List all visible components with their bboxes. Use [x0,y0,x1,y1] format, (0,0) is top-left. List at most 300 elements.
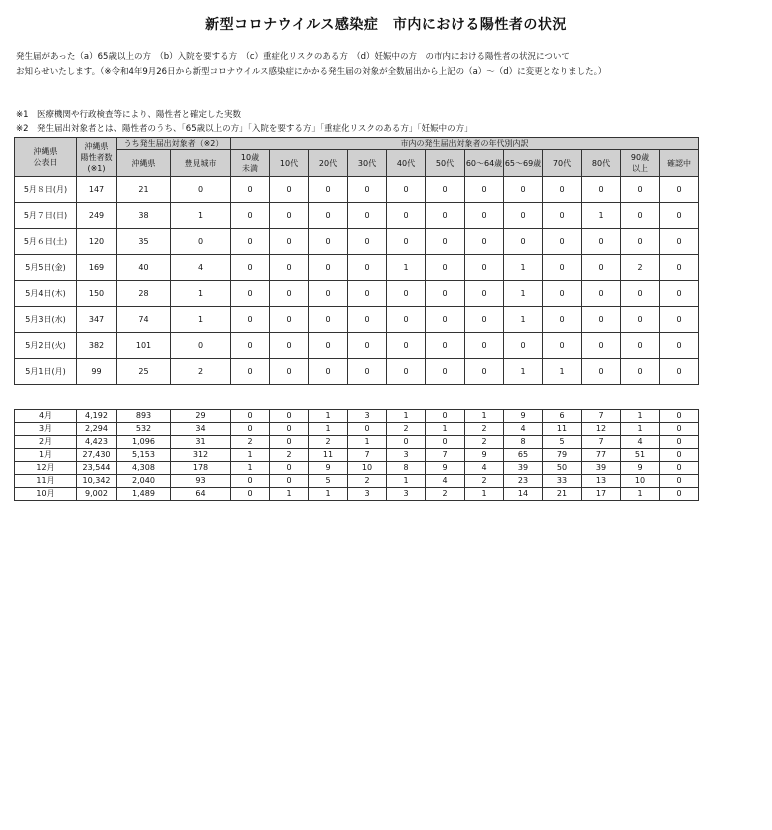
value-cell: 9 [504,410,543,423]
value-cell: 0 [660,203,699,229]
header-text: 未満 [242,164,258,173]
value-cell: 178 [171,462,231,475]
value-cell: 29 [171,410,231,423]
value-cell: 0 [270,462,309,475]
value-cell: 1 [171,307,231,333]
value-cell: 0 [348,203,387,229]
table-row [15,177,699,203]
value-cell: 0 [660,333,699,359]
value-cell: 4,192 [77,410,117,423]
value-cell: 4 [621,436,660,449]
value-cell: 0 [387,307,426,333]
value-cell: 12 [582,423,621,436]
value-cell: 1 [171,281,231,307]
value-cell: 1 [621,410,660,423]
header-age [621,150,660,177]
value-cell: 0 [426,177,465,203]
value-cell: 4,308 [117,462,171,475]
value-cell: 4 [465,462,504,475]
header-text: 公表日 [33,158,58,167]
header-text: 70代 [552,158,572,168]
value-cell: 0 [621,281,660,307]
value-cell: 0 [270,436,309,449]
row-label-cell: 5月７日(日) [15,203,77,229]
value-cell: 21 [543,488,582,501]
header-age [582,150,621,177]
value-cell: 0 [465,229,504,255]
value-cell: 28 [117,281,171,307]
value-cell: 0 [582,229,621,255]
value-cell: 8 [387,462,426,475]
value-cell: 0 [231,177,270,203]
value-cell: 0 [348,333,387,359]
value-cell: 0 [348,177,387,203]
value-cell: 2 [348,475,387,488]
monthly-table-body [15,410,699,501]
value-cell: 1 [621,488,660,501]
value-cell: 1 [465,488,504,501]
table-row [15,462,699,475]
value-cell: 1 [504,359,543,385]
header-text: 65～69歳 [504,158,542,168]
header-age [465,150,504,177]
value-cell: 312 [171,449,231,462]
value-cell: 1,489 [117,488,171,501]
value-cell: 169 [77,255,117,281]
value-cell: 0 [270,177,309,203]
value-cell: 0 [465,359,504,385]
value-cell: 2,040 [117,475,171,488]
value-cell: 0 [660,462,699,475]
value-cell: 0 [621,359,660,385]
value-cell: 35 [117,229,171,255]
value-cell: 0 [309,281,348,307]
value-cell: 13 [582,475,621,488]
value-cell: 9 [309,462,348,475]
value-cell: 7 [582,436,621,449]
value-cell: 0 [309,307,348,333]
value-cell: 532 [117,423,171,436]
value-cell: 77 [582,449,621,462]
value-cell: 51 [621,449,660,462]
header-text: 確認中 [667,158,691,168]
value-cell: 0 [543,333,582,359]
value-cell: 0 [660,449,699,462]
value-cell: 0 [660,488,699,501]
value-cell: 5 [309,475,348,488]
value-cell: 0 [660,423,699,436]
value-cell: 0 [660,359,699,385]
value-cell: 3 [348,488,387,501]
value-cell: 0 [621,333,660,359]
value-cell: 21 [117,177,171,203]
value-cell: 0 [309,359,348,385]
value-cell: 0 [426,229,465,255]
value-cell: 14 [504,488,543,501]
value-cell: 1 [231,449,270,462]
value-cell: 0 [387,436,426,449]
row-label-cell: 5月5日(金) [15,255,77,281]
header-age [231,150,270,177]
header-okinawa: 沖縄県 [117,150,171,177]
value-cell: 0 [231,281,270,307]
row-label-cell: 3月 [15,423,77,436]
value-cell: 2 [231,436,270,449]
value-cell: 5,153 [117,449,171,462]
value-cell: 6 [543,410,582,423]
value-cell: 0 [543,229,582,255]
header-text: 80代 [591,158,611,168]
value-cell: 0 [426,203,465,229]
value-cell: 0 [270,359,309,385]
value-cell: 0 [465,255,504,281]
value-cell: 0 [426,359,465,385]
value-cell: 0 [309,177,348,203]
value-cell: 0 [504,177,543,203]
daily-table-body [15,177,699,385]
value-cell: 0 [348,423,387,436]
value-cell: 79 [543,449,582,462]
row-label-cell: 12月 [15,462,77,475]
value-cell: 0 [582,255,621,281]
value-cell: 34 [171,423,231,436]
header-age-group: 市内の発生届出対象者の年代別内訳 [231,138,699,150]
value-cell: 0 [660,475,699,488]
value-cell: 0 [270,475,309,488]
header-age [387,150,426,177]
header-text: 10代 [279,158,299,168]
value-cell: 0 [621,307,660,333]
value-cell: 0 [504,333,543,359]
value-cell: 0 [582,177,621,203]
value-cell: 10 [348,462,387,475]
table-row [15,488,699,501]
value-cell: 17 [582,488,621,501]
value-cell: 1 [231,462,270,475]
value-cell: 38 [117,203,171,229]
row-label-cell: 5月８日(月) [15,177,77,203]
value-cell: 0 [309,255,348,281]
value-cell: 0 [270,333,309,359]
value-cell: 0 [660,436,699,449]
value-cell: 1 [387,475,426,488]
value-cell: 2 [465,475,504,488]
value-cell: 0 [582,307,621,333]
value-cell: 2 [270,449,309,462]
value-cell: 1 [426,423,465,436]
value-cell: 0 [504,203,543,229]
table-row [15,203,699,229]
value-cell: 0 [270,281,309,307]
value-cell: 0 [465,203,504,229]
value-cell: 3 [387,488,426,501]
value-cell: 4 [426,475,465,488]
header-age [348,150,387,177]
value-cell: 0 [582,281,621,307]
value-cell: 0 [231,203,270,229]
value-cell: 0 [543,307,582,333]
value-cell: 2 [465,436,504,449]
value-cell: 0 [426,436,465,449]
value-cell: 39 [504,462,543,475]
value-cell: 0 [309,229,348,255]
value-cell: 40 [117,255,171,281]
value-cell: 0 [231,475,270,488]
value-cell: 7 [426,449,465,462]
table-row [15,449,699,462]
value-cell: 0 [387,359,426,385]
header-text: 沖縄県 [84,141,109,151]
value-cell: 0 [543,203,582,229]
value-cell: 3 [348,410,387,423]
header-text: (※1) [87,163,106,173]
value-cell: 9 [621,462,660,475]
header-text: 沖縄県 [33,147,58,156]
value-cell: 10,342 [77,475,117,488]
value-cell: 2 [426,488,465,501]
value-cell: 0 [348,307,387,333]
row-label-cell: 2月 [15,436,77,449]
table-row [15,281,699,307]
table-row [15,359,699,385]
value-cell: 74 [117,307,171,333]
table-row [15,307,699,333]
value-cell: 0 [504,229,543,255]
value-cell: 0 [465,281,504,307]
value-cell: 1 [504,307,543,333]
value-cell: 0 [231,333,270,359]
header-date [15,138,77,177]
value-cell: 0 [348,255,387,281]
daily-table [14,137,699,385]
row-label-cell: 5月2日(火) [15,333,77,359]
value-cell: 0 [270,423,309,436]
value-cell: 1 [621,423,660,436]
value-cell: 3 [387,449,426,462]
value-cell: 0 [426,410,465,423]
value-cell: 1 [387,410,426,423]
table-row [15,423,699,436]
header-text: 20代 [318,158,338,168]
row-label-cell: 4月 [15,410,77,423]
value-cell: 0 [387,177,426,203]
value-cell: 1 [309,488,348,501]
header-tomigusuku: 豊見城市 [171,150,231,177]
value-cell: 0 [582,359,621,385]
row-label-cell: 11月 [15,475,77,488]
value-cell: 0 [171,333,231,359]
table-row [15,475,699,488]
value-cell: 7 [582,410,621,423]
value-cell: 0 [270,229,309,255]
value-cell: 0 [270,307,309,333]
row-label-cell: 1月 [15,449,77,462]
table-row [15,255,699,281]
value-cell: 23,544 [77,462,117,475]
header-text: 90歳 [630,153,650,162]
value-cell: 1 [504,255,543,281]
header-text: 10歳 [240,153,260,162]
value-cell: 249 [77,203,117,229]
intro-text [16,50,606,80]
value-cell: 0 [660,281,699,307]
value-cell: 147 [77,177,117,203]
header-age [660,150,699,177]
monthly-table [14,409,699,501]
value-cell: 0 [465,307,504,333]
value-cell: 5 [543,436,582,449]
value-cell: 1 [348,436,387,449]
notes [16,108,473,136]
value-cell: 120 [77,229,117,255]
value-cell: 1,096 [117,436,171,449]
value-cell: 0 [309,203,348,229]
value-cell: 0 [231,307,270,333]
value-cell: 39 [582,462,621,475]
value-cell: 2,294 [77,423,117,436]
value-cell: 27,430 [77,449,117,462]
value-cell: 0 [231,255,270,281]
value-cell: 0 [621,203,660,229]
value-cell: 0 [387,281,426,307]
header-text: 50代 [435,158,455,168]
value-cell: 0 [348,229,387,255]
value-cell: 7 [348,449,387,462]
value-cell: 50 [543,462,582,475]
value-cell: 101 [117,333,171,359]
value-cell: 0 [171,177,231,203]
value-cell: 0 [660,255,699,281]
value-cell: 1 [504,281,543,307]
table-row [15,436,699,449]
value-cell: 4 [171,255,231,281]
row-label-cell: 5月1日(月) [15,359,77,385]
value-cell: 0 [543,255,582,281]
value-cell: 0 [465,177,504,203]
value-cell: 11 [543,423,582,436]
value-cell: 0 [387,229,426,255]
value-cell: 0 [660,229,699,255]
row-label-cell: 5月６日(土) [15,229,77,255]
value-cell: 0 [660,307,699,333]
value-cell: 2 [465,423,504,436]
header-notified-group: うち発生届出対象者（※2） [117,138,231,150]
value-cell: 25 [117,359,171,385]
header-age [543,150,582,177]
value-cell: 4 [504,423,543,436]
intro-line: お知らせいたします。（※令和4年9月26日から新型コロナウイルス感染症にかかる発生届の対象が全数届出から上記の（a）～（d）に変更となりました。） [16,67,607,77]
header-text: 30代 [357,158,377,168]
value-cell: 23 [504,475,543,488]
value-cell: 10 [621,475,660,488]
value-cell: 1 [465,410,504,423]
table-row [15,229,699,255]
value-cell: 9 [426,462,465,475]
table-row [15,410,699,423]
value-cell: 1 [309,410,348,423]
value-cell: 0 [426,307,465,333]
header-age [426,150,465,177]
value-cell: 0 [231,359,270,385]
value-cell: 4,423 [77,436,117,449]
value-cell: 0 [270,410,309,423]
value-cell: 64 [171,488,231,501]
value-cell: 0 [543,281,582,307]
header-age [504,150,543,177]
header-text: 60～64歳 [465,158,503,168]
value-cell: 0 [231,410,270,423]
value-cell: 0 [426,255,465,281]
value-cell: 0 [231,423,270,436]
daily-table-header [15,138,699,177]
value-cell: 2 [621,255,660,281]
header-age [270,150,309,177]
value-cell: 99 [77,359,117,385]
page-title: 新型コロナウイルス感染症 市内における陽性者の状況 [205,17,567,33]
value-cell: 1 [543,359,582,385]
value-cell: 2 [309,436,348,449]
value-cell: 0 [387,203,426,229]
value-cell: 893 [117,410,171,423]
value-cell: 9,002 [77,488,117,501]
value-cell: 33 [543,475,582,488]
row-label-cell: 5月3日(水) [15,307,77,333]
value-cell: 0 [426,333,465,359]
value-cell: 11 [309,449,348,462]
value-cell: 1 [582,203,621,229]
value-cell: 150 [77,281,117,307]
value-cell: 2 [387,423,426,436]
value-cell: 0 [621,229,660,255]
header-age [309,150,348,177]
table-row [15,333,699,359]
value-cell: 382 [77,333,117,359]
value-cell: 0 [270,203,309,229]
value-cell: 8 [504,436,543,449]
value-cell: 0 [171,229,231,255]
value-cell: 2 [171,359,231,385]
value-cell: 65 [504,449,543,462]
value-cell: 0 [231,229,270,255]
value-cell: 31 [171,436,231,449]
value-cell: 0 [582,333,621,359]
value-cell: 1 [387,255,426,281]
value-cell: 1 [309,423,348,436]
value-cell: 347 [77,307,117,333]
value-cell: 0 [660,177,699,203]
value-cell: 93 [171,475,231,488]
header-text: 陽性者数 [80,152,113,162]
value-cell: 1 [270,488,309,501]
row-label-cell: 5月4日(木) [15,281,77,307]
note-line: ※1 医療機関や行政検査等により、陽性者と確定した実数 [16,110,242,120]
header-positives [77,138,117,177]
note-line: ※2 発生届出対象者とは、陽性者のうち、「65歳以上の方」「入院を要する方」「重症化リスクのある方」「妊娠中の方」 [16,124,473,134]
value-cell: 0 [621,177,660,203]
value-cell: 9 [465,449,504,462]
value-cell: 0 [387,333,426,359]
value-cell: 0 [426,281,465,307]
value-cell: 0 [309,333,348,359]
value-cell: 0 [465,333,504,359]
value-cell: 1 [171,203,231,229]
value-cell: 0 [660,410,699,423]
header-text: 40代 [396,158,416,168]
row-label-cell: 10月 [15,488,77,501]
value-cell: 0 [231,488,270,501]
value-cell: 0 [348,359,387,385]
value-cell: 0 [270,255,309,281]
